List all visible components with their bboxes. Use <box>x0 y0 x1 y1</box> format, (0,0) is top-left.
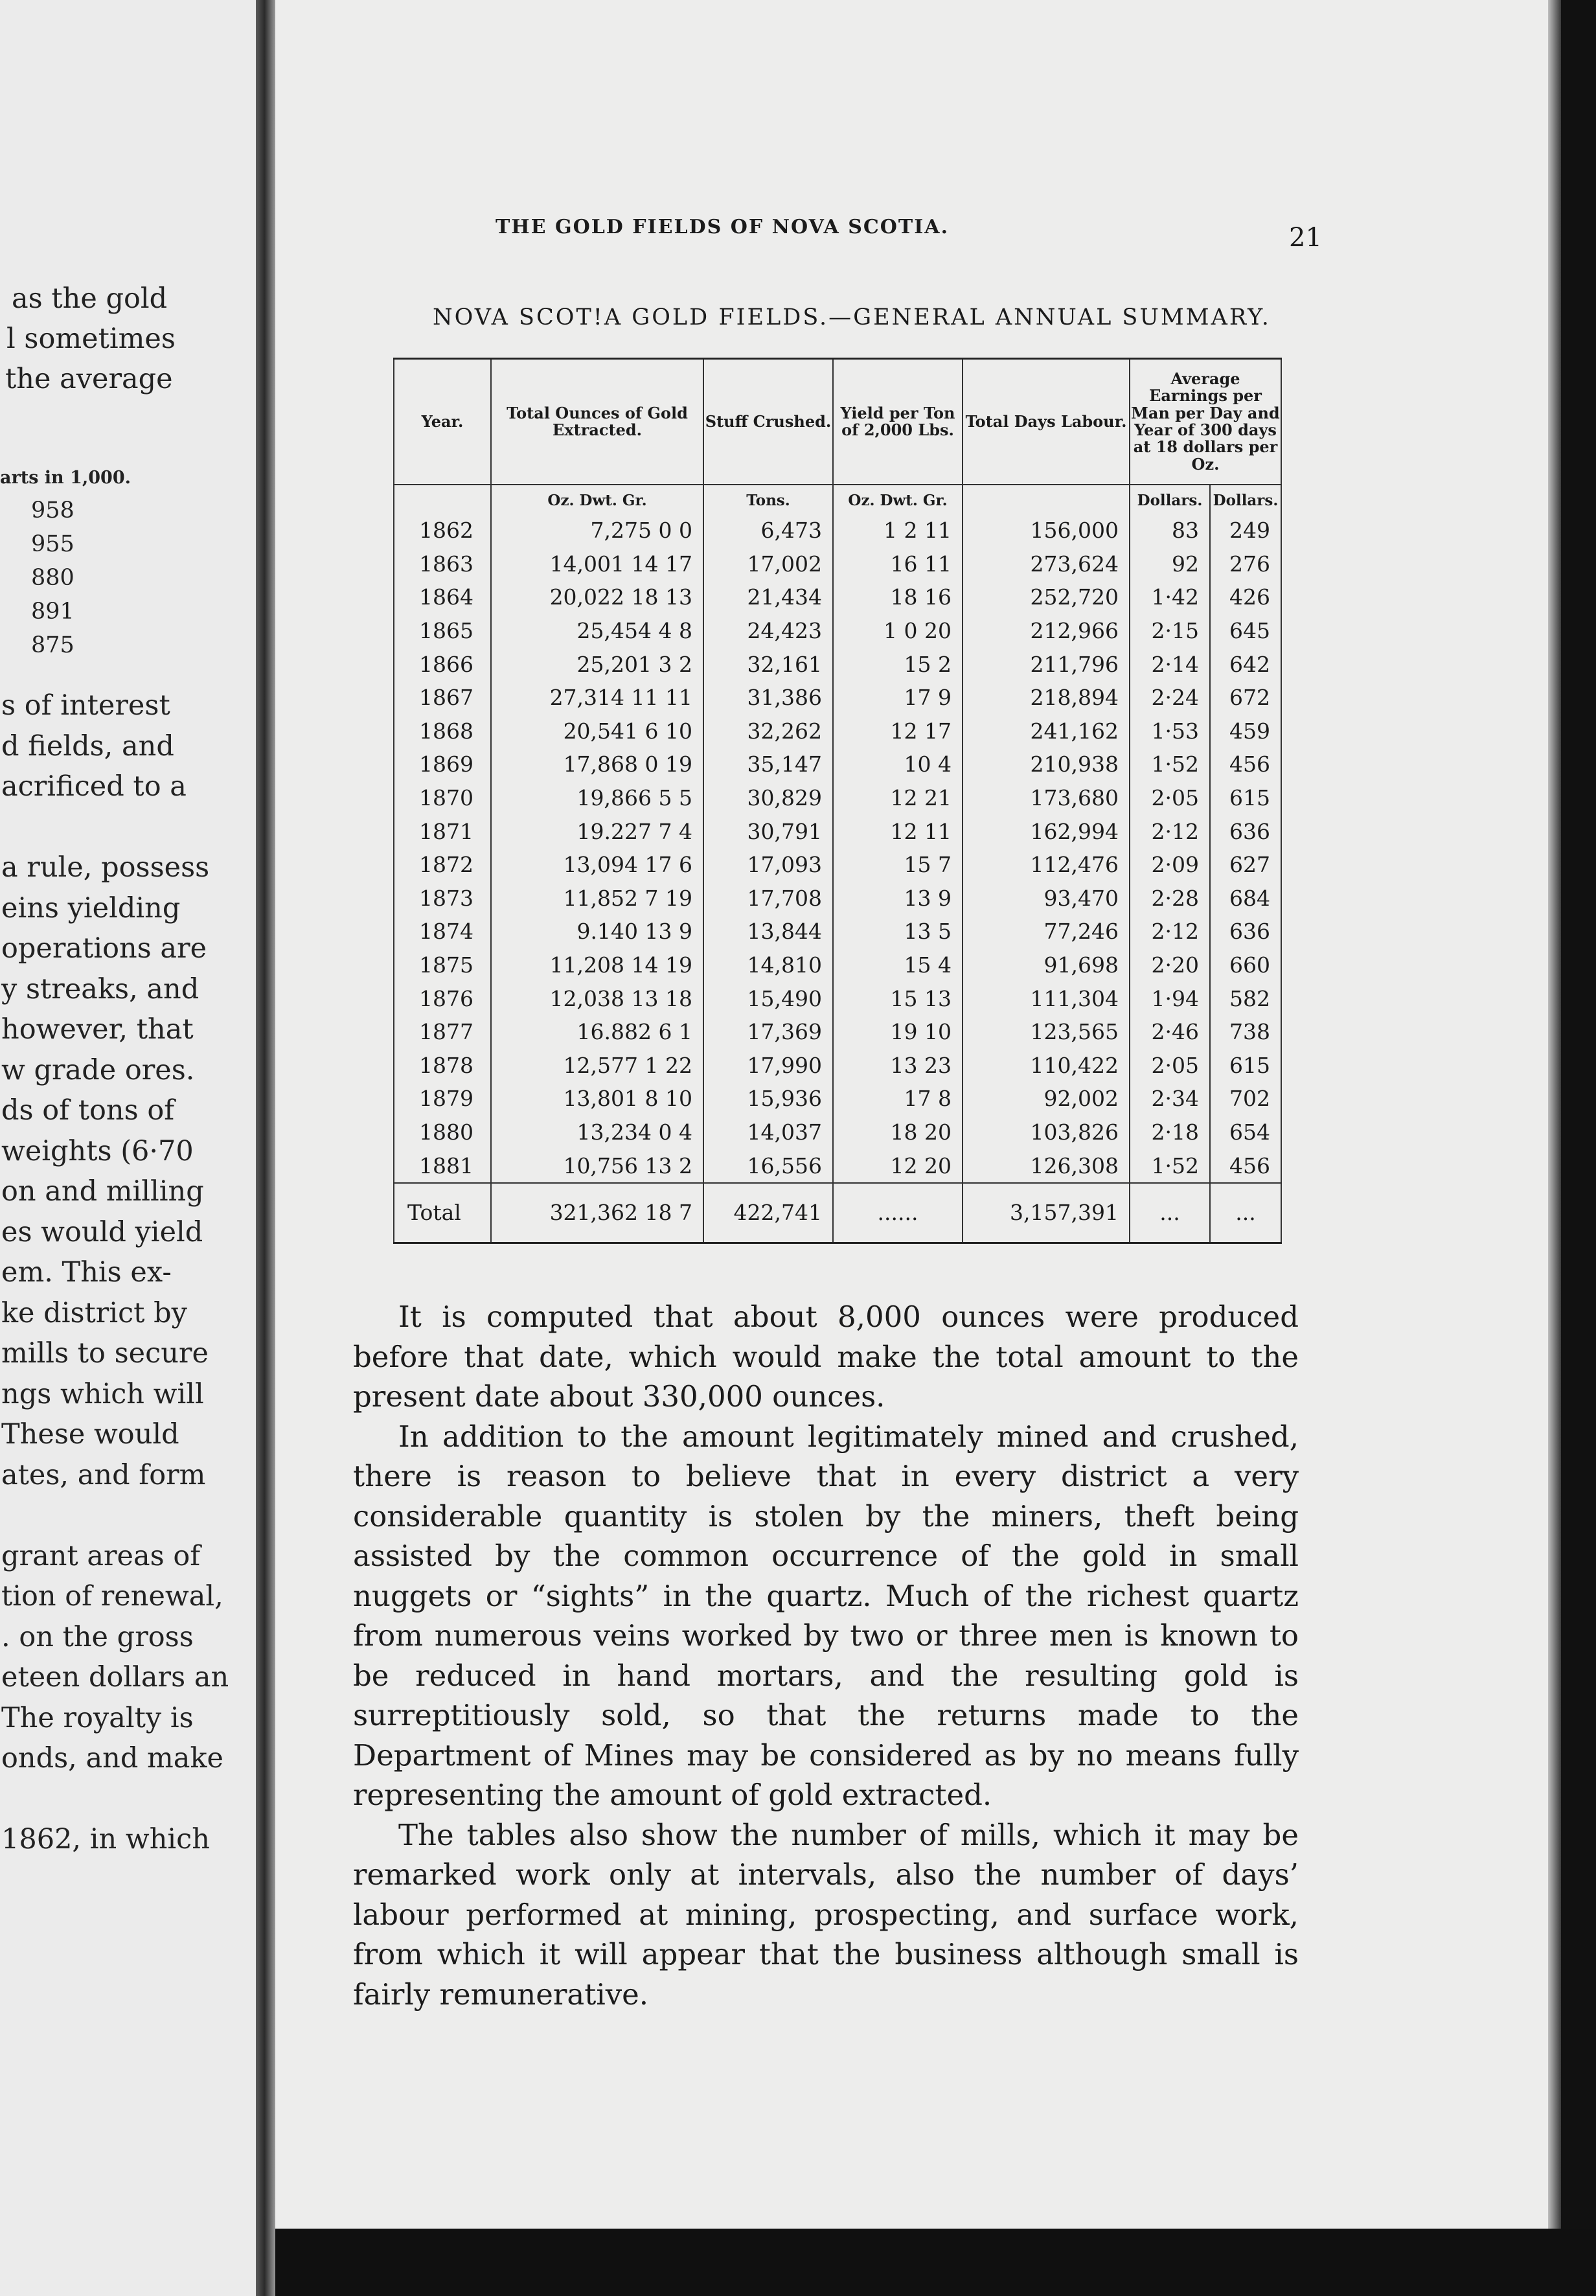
running-head: THE GOLD FIELDS OF NOVA SCOTIA. <box>495 216 950 238</box>
left-line: em. This ex- <box>1 1256 172 1289</box>
cell-per-year: 738 <box>1210 1015 1281 1049</box>
cell-yield: 12 20 <box>833 1149 963 1183</box>
cell-per-year: 615 <box>1210 1049 1281 1083</box>
cell-ounces: 12,577 1 22 <box>491 1049 703 1083</box>
cell-ounces: 27,314 11 11 <box>491 681 703 715</box>
cell-per-year: 456 <box>1210 1149 1281 1183</box>
cell-stuff: 17,093 <box>703 848 833 882</box>
cell-days: 91,698 <box>963 948 1130 982</box>
cell-per-day: 1·94 <box>1130 982 1210 1015</box>
table-row <box>394 514 1281 547</box>
cell-per-year: 702 <box>1210 1082 1281 1116</box>
cell-yield: 12 21 <box>833 781 963 815</box>
table-row <box>394 948 1281 982</box>
cell-per-day: 2·05 <box>1130 781 1210 815</box>
cell-per-day: 2·12 <box>1130 814 1210 848</box>
cell-ounces: 11,208 14 19 <box>491 948 703 982</box>
header-year: Year. <box>394 359 491 485</box>
left-line: onds, and make <box>1 1742 223 1774</box>
cell-ounces: 19,866 5 5 <box>491 781 703 815</box>
cell-per-year: 276 <box>1210 547 1281 581</box>
cell-per-day: 2·12 <box>1130 915 1210 948</box>
left-table-value: 875 <box>31 632 74 658</box>
cell-per-year: 636 <box>1210 814 1281 848</box>
left-line: es would yield <box>1 1215 203 1248</box>
cell-days: 173,680 <box>963 781 1130 815</box>
table-row <box>394 647 1281 681</box>
background-bottom <box>275 2229 1596 2296</box>
cell-days: 210,938 <box>963 748 1130 781</box>
cell-per-day: 2·28 <box>1130 882 1210 915</box>
left-line: tion of renewal, <box>1 1580 223 1613</box>
cell-year: 1871 <box>394 814 491 848</box>
cell-days: 273,624 <box>963 547 1130 581</box>
cell-year: 1872 <box>394 848 491 882</box>
table-row <box>394 848 1281 882</box>
page-number: 21 <box>1289 223 1322 253</box>
cell-yield: 16 11 <box>833 547 963 581</box>
left-line: grant areas of <box>1 1539 201 1572</box>
cell-days: 126,308 <box>963 1149 1130 1183</box>
cell-yield: 13 9 <box>833 882 963 915</box>
left-line: eteen dollars an <box>1 1661 229 1693</box>
left-line: ke district by <box>1 1296 187 1329</box>
cell-days: 123,565 <box>963 1015 1130 1049</box>
left-line: as the gold <box>12 282 168 315</box>
cell-year: 1870 <box>394 781 491 815</box>
cell-per-day: 1·42 <box>1130 580 1210 614</box>
cell-per-year: 672 <box>1210 681 1281 715</box>
cell-year: 1867 <box>394 681 491 715</box>
cell-year: 1879 <box>394 1082 491 1116</box>
left-table-value: 958 <box>31 498 74 523</box>
cell-ounces: 13,094 17 6 <box>491 848 703 882</box>
cell-days: 110,422 <box>963 1049 1130 1083</box>
cell-per-day: 2·34 <box>1130 1082 1210 1116</box>
unit-days <box>963 485 1130 510</box>
cell-days: 252,720 <box>963 580 1130 614</box>
left-line: acrificed to a <box>1 770 187 803</box>
table-row <box>394 1116 1281 1149</box>
cell-year: 1863 <box>394 547 491 581</box>
cell-stuff: 15,490 <box>703 982 833 1015</box>
cell-ounces: 20,541 6 10 <box>491 715 703 748</box>
table-row <box>394 781 1281 815</box>
cell-year: 1877 <box>394 1015 491 1049</box>
cell-yield: 18 16 <box>833 580 963 614</box>
total-yield: ...... <box>833 1183 963 1243</box>
cell-per-year: 615 <box>1210 781 1281 815</box>
header-yield: Yield per Ton of 2,000 Lbs. <box>833 359 963 485</box>
table-row <box>394 748 1281 781</box>
cell-per-day: 2·05 <box>1130 1049 1210 1083</box>
left-line: operations are <box>1 932 207 965</box>
cell-per-year: 459 <box>1210 715 1281 748</box>
cell-yield: 1 0 20 <box>833 614 963 648</box>
cell-yield: 13 5 <box>833 915 963 948</box>
cell-year: 1866 <box>394 647 491 681</box>
table-row <box>394 1082 1281 1116</box>
cell-days: 77,246 <box>963 915 1130 948</box>
cell-stuff: 35,147 <box>703 748 833 781</box>
cell-per-year: 642 <box>1210 647 1281 681</box>
unit-ounces: Oz. Dwt. Gr. <box>491 485 703 510</box>
paragraph: In addition to the amount legitimately mined and crushed, there is reason to believe that in every district a very considerable quantity is stolen by the miners, theft being assisted by the common occurrence of the gold in small nuggets or “sights” in the quartz. Much of the richest quartz from numerous veins worked by two or three men is known to be reduced in hand mortars, and the resulting gold is surreptitiously sold, so that the returns made to the Department of Mines may be considered as by no means fully representing the amount of gold extracted. <box>353 1419 1299 1812</box>
cell-days: 162,994 <box>963 814 1130 848</box>
cell-stuff: 30,791 <box>703 814 833 848</box>
cell-per-day: 92 <box>1130 547 1210 581</box>
cell-days: 92,002 <box>963 1082 1130 1116</box>
cell-yield: 12 17 <box>833 715 963 748</box>
cell-yield: 17 8 <box>833 1082 963 1116</box>
total-stuff: 422,741 <box>703 1183 833 1243</box>
left-line: on and milling <box>1 1175 204 1208</box>
header-stuff: Stuff Crushed. <box>703 359 833 485</box>
cell-per-day: 2·24 <box>1130 681 1210 715</box>
cell-year: 1864 <box>394 580 491 614</box>
cell-per-day: 2·09 <box>1130 848 1210 882</box>
cell-stuff: 24,423 <box>703 614 833 648</box>
unit-yield: Oz. Dwt. Gr. <box>833 485 963 510</box>
summary-table <box>393 358 1282 1244</box>
cell-per-year: 636 <box>1210 915 1281 948</box>
cell-yield: 15 7 <box>833 848 963 882</box>
left-line: the average <box>5 363 173 395</box>
background-edge <box>1561 0 1596 2229</box>
table-title: NOVA SCOT!A GOLD FIELDS.—GENERAL ANNUAL SUMMARY. <box>433 304 1271 330</box>
book-gutter <box>256 0 275 2296</box>
left-table-value: 955 <box>31 531 74 557</box>
cell-per-day: 2·15 <box>1130 614 1210 648</box>
header-days: Total Days Labour. <box>963 359 1130 485</box>
cell-year: 1873 <box>394 882 491 915</box>
table-row <box>394 681 1281 715</box>
cell-year: 1874 <box>394 915 491 948</box>
cell-ounces: 25,454 4 8 <box>491 614 703 648</box>
cell-yield: 1 2 11 <box>833 514 963 547</box>
cell-per-year: 426 <box>1210 580 1281 614</box>
left-line: ds of tons of <box>1 1094 175 1127</box>
cell-per-year: 654 <box>1210 1116 1281 1149</box>
table-row <box>394 547 1281 581</box>
cell-per-day: 2·46 <box>1130 1015 1210 1049</box>
cell-ounces: 9.140 13 9 <box>491 915 703 948</box>
cell-ounces: 12,038 13 18 <box>491 982 703 1015</box>
cell-stuff: 30,829 <box>703 781 833 815</box>
cell-stuff: 16,556 <box>703 1149 833 1183</box>
cell-per-day: 83 <box>1130 514 1210 547</box>
left-page <box>0 0 256 2296</box>
cell-year: 1881 <box>394 1149 491 1183</box>
cell-yield: 19 10 <box>833 1015 963 1049</box>
cell-stuff: 17,708 <box>703 882 833 915</box>
cell-year: 1880 <box>394 1116 491 1149</box>
cell-ounces: 11,852 7 19 <box>491 882 703 915</box>
cell-per-year: 645 <box>1210 614 1281 648</box>
left-line: The royalty is <box>1 1701 194 1734</box>
cell-days: 212,966 <box>963 614 1130 648</box>
cell-per-day: 1·52 <box>1130 1149 1210 1183</box>
cell-per-year: 249 <box>1210 514 1281 547</box>
left-line: d fields, and <box>1 729 174 763</box>
left-line: however, that <box>1 1013 194 1046</box>
header-ounces: Total Ounces of Gold Extracted. <box>491 359 703 485</box>
left-table-note: arts in 1,000. <box>0 468 131 488</box>
table-row <box>394 715 1281 748</box>
cell-yield: 13 23 <box>833 1049 963 1083</box>
left-line: mills to secure <box>1 1337 209 1370</box>
table-row <box>394 614 1281 648</box>
cell-year: 1875 <box>394 948 491 982</box>
cell-stuff: 14,037 <box>703 1116 833 1149</box>
table-row <box>394 1149 1281 1183</box>
cell-stuff: 31,386 <box>703 681 833 715</box>
header-earnings: Average Earnings per Man per Day and Year of 300 days at 18 dollars per Oz. <box>1130 359 1281 485</box>
cell-stuff: 14,810 <box>703 948 833 982</box>
cell-per-day: 2·18 <box>1130 1116 1210 1149</box>
cell-stuff: 13,844 <box>703 915 833 948</box>
cell-year: 1878 <box>394 1049 491 1083</box>
unit-year <box>394 485 491 510</box>
cell-per-year: 684 <box>1210 882 1281 915</box>
cell-per-year: 660 <box>1210 948 1281 982</box>
unit-per-day: Dollars. <box>1130 485 1210 510</box>
cell-ounces: 17,868 0 19 <box>491 748 703 781</box>
cell-stuff: 17,990 <box>703 1049 833 1083</box>
cell-per-day: 1·53 <box>1130 715 1210 748</box>
cell-ounces: 20,022 18 13 <box>491 580 703 614</box>
cell-year: 1862 <box>394 514 491 547</box>
left-line: y streaks, and <box>1 972 200 1005</box>
body-text <box>353 1297 1299 2014</box>
total-row <box>394 1183 1281 1243</box>
cell-yield: 18 20 <box>833 1116 963 1149</box>
left-line: 1862, in which <box>1 1823 210 1855</box>
table-row <box>394 580 1281 614</box>
page-edge <box>1548 0 1561 2229</box>
table-row <box>394 915 1281 948</box>
cell-days: 111,304 <box>963 982 1130 1015</box>
cell-year: 1869 <box>394 748 491 781</box>
cell-year: 1876 <box>394 982 491 1015</box>
cell-yield: 17 9 <box>833 681 963 715</box>
total-per-day: ... <box>1130 1183 1210 1243</box>
left-line: s of interest <box>1 689 170 722</box>
left-table-value: 891 <box>31 599 74 625</box>
cell-yield: 10 4 <box>833 748 963 781</box>
cell-per-year: 627 <box>1210 848 1281 882</box>
cell-days: 211,796 <box>963 647 1130 681</box>
left-table-value: 880 <box>31 565 74 591</box>
cell-ounces: 14,001 14 17 <box>491 547 703 581</box>
left-line: ates, and form <box>1 1458 206 1491</box>
cell-days: 103,826 <box>963 1116 1130 1149</box>
cell-days: 218,894 <box>963 681 1130 715</box>
cell-per-year: 582 <box>1210 982 1281 1015</box>
paragraph: The tables also show the number of mills, which it may be remarked work only at intervals, also the number of days’ labour performed at mining, prospecting, and surface work, from which it will appear that the business although small is fairly remunerative. <box>353 1817 1299 2012</box>
unit-per-year: Dollars. <box>1210 485 1281 510</box>
cell-per-day: 2·14 <box>1130 647 1210 681</box>
cell-stuff: 21,434 <box>703 580 833 614</box>
cell-yield: 15 2 <box>833 647 963 681</box>
cell-yield: 12 11 <box>833 814 963 848</box>
cell-per-year: 456 <box>1210 748 1281 781</box>
table-row <box>394 882 1281 915</box>
left-line: . on the gross <box>1 1620 194 1653</box>
left-line: weights (6·70 <box>1 1134 194 1167</box>
cell-days: 241,162 <box>963 715 1130 748</box>
total-ounces: 321,362 18 7 <box>491 1183 703 1243</box>
left-line: a rule, possess <box>1 851 210 884</box>
table-row <box>394 1015 1281 1049</box>
cell-stuff: 17,002 <box>703 547 833 581</box>
cell-ounces: 13,234 0 4 <box>491 1116 703 1149</box>
cell-year: 1865 <box>394 614 491 648</box>
unit-stuff: Tons. <box>703 485 833 510</box>
cell-ounces: 25,201 3 2 <box>491 647 703 681</box>
cell-ounces: 13,801 8 10 <box>491 1082 703 1116</box>
total-days: 3,157,391 <box>963 1183 1130 1243</box>
cell-stuff: 32,262 <box>703 715 833 748</box>
cell-days: 93,470 <box>963 882 1130 915</box>
cell-days: 156,000 <box>963 514 1130 547</box>
cell-ounces: 10,756 13 2 <box>491 1149 703 1183</box>
cell-days: 112,476 <box>963 848 1130 882</box>
cell-stuff: 17,369 <box>703 1015 833 1049</box>
table-row <box>394 814 1281 848</box>
left-line: l sometimes <box>6 323 176 355</box>
cell-per-day: 2·20 <box>1130 948 1210 982</box>
cell-ounces: 7,275 0 0 <box>491 514 703 547</box>
left-line: These would <box>1 1418 179 1451</box>
cell-stuff: 6,473 <box>703 514 833 547</box>
cell-yield: 15 4 <box>833 948 963 982</box>
total-per-year: ... <box>1210 1183 1281 1243</box>
paragraph: It is computed that about 8,000 ounces were produced before that date, which would make the total amount to the present date about 330,000 ounces. <box>353 1300 1299 1414</box>
left-line: ngs which will <box>1 1377 204 1410</box>
cell-ounces: 16.882 6 1 <box>491 1015 703 1049</box>
cell-per-day: 1·52 <box>1130 748 1210 781</box>
left-line: w grade ores. <box>1 1053 195 1086</box>
cell-stuff: 15,936 <box>703 1082 833 1116</box>
total-year: Total <box>394 1183 491 1243</box>
cell-year: 1868 <box>394 715 491 748</box>
table-row <box>394 1049 1281 1083</box>
cell-stuff: 32,161 <box>703 647 833 681</box>
cell-ounces: 19.227 7 4 <box>491 814 703 848</box>
cell-yield: 15 13 <box>833 982 963 1015</box>
table-row <box>394 982 1281 1015</box>
left-line: eins yielding <box>1 891 181 924</box>
